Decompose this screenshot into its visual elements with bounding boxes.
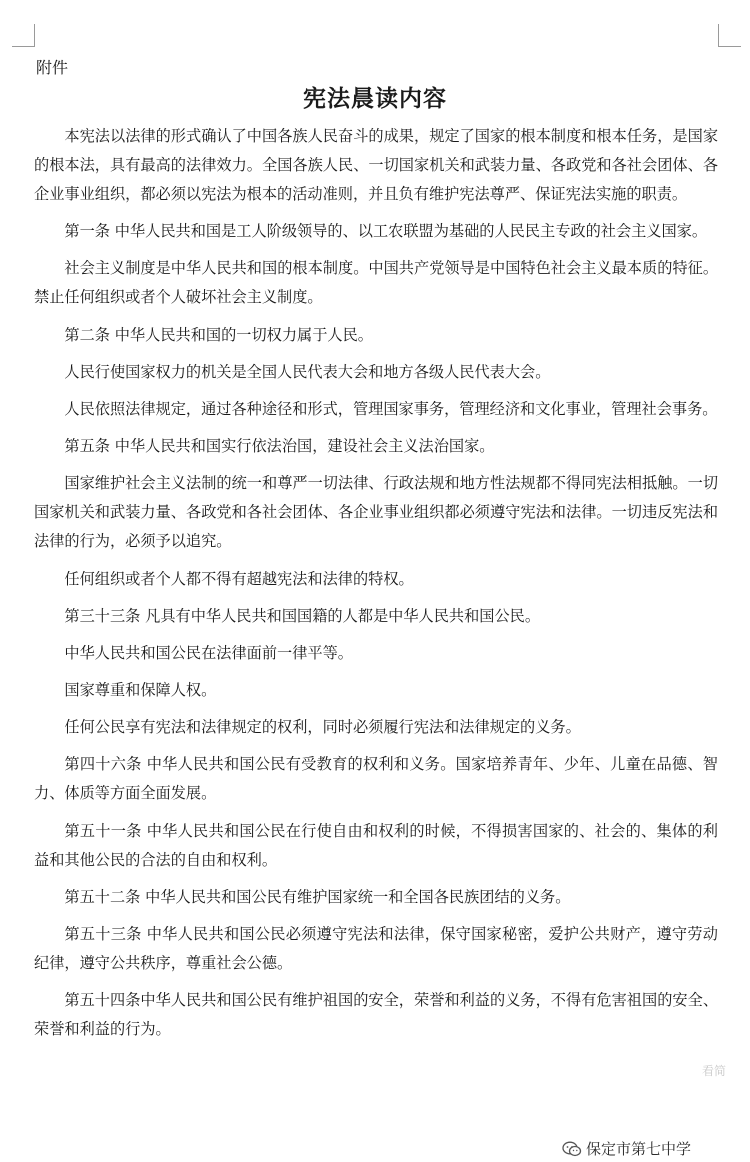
paragraph-article-54: 第五十四条中华人民共和国公民有维护祖国的安全，荣誉和利益的义务，不得有危害祖国的安全、荣誉和利益的行为。 <box>34 991 718 1039</box>
source-label: 保定市第七中学 <box>586 1140 692 1158</box>
paragraph-article-2-3: 人民依照法律规定，通过各种途径和形式，管理国家事务，管理经济和文化事业，管理社会事务。 <box>64 399 718 418</box>
paragraph-article-46: 第四十六条 中华人民共和国公民有受教育的权利和义务。国家培养青年、少年、儿童在品德、智力、体质等方面全面发展。 <box>34 755 718 803</box>
document-title: 宪法晨读内容 <box>303 86 447 112</box>
crop-mark-top-right <box>718 24 741 47</box>
paragraph-preamble: 本宪法以法律的形式确认了中国各族人民奋斗的成果，规定了国家的根本制度和根本任务，是国家的根本法，具有最高的法律效力。全国各族人民、一切国家机关和武装力量、各政党和各社会团体、各企业事业组织，都必须以宪法为根本的活动准则，并且负有维护宪法尊严、保证宪法实施的职责。 <box>34 127 718 203</box>
paragraph-article-1: 第一条 中华人民共和国是工人阶级领导的、以工农联盟为基础的人民民主专政的社会主义国家。 <box>64 222 708 241</box>
paragraph-article-33-4: 任何公民享有宪法和法律规定的权利，同时必须履行宪法和法律规定的义务。 <box>64 718 581 737</box>
watermark-text: 看简 <box>702 1064 727 1078</box>
paragraph-article-5: 第五条 中华人民共和国实行依法治国，建设社会主义法治国家。 <box>64 437 495 456</box>
paragraph-article-33-3: 国家尊重和保障人权。 <box>64 681 217 700</box>
crop-mark-top-left <box>12 24 35 47</box>
source-attribution[interactable] <box>560 1138 693 1159</box>
paragraph-article-33-2: 中华人民共和国公民在法律面前一律平等。 <box>64 643 353 662</box>
paragraph-article-33: 第三十三条 凡具有中华人民共和国国籍的人都是中华人民共和国公民。 <box>64 606 541 625</box>
document-body <box>34 122 718 1052</box>
paragraph-article-52: 第五十二条 中华人民共和国公民有维护国家统一和全国各民族团结的义务。 <box>64 887 571 906</box>
paragraph-article-53: 第五十三条 中华人民共和国公民必须遵守宪法和法律，保守国家秘密，爱护公共财产，遵守劳动纪律，遵守公共秩序，尊重社会公德。 <box>34 925 718 972</box>
paragraph-article-51: 第五十一条 中华人民共和国公民在行使自由和权利的时候，不得损害国家的、社会的、集体的利益和其他公民的合法的自由和权利。 <box>34 821 718 869</box>
wechat-icon <box>562 1141 582 1157</box>
paragraph-article-5-2: 国家维护社会主义法制的统一和尊严一切法律、行政法规和地方性法规都不得同宪法相抵触。一切国家机关和武装力量、各政党和各社会团体、各企业事业组织都必须遵守宪法和法律。一切违反宪法和法律的行为，必须予以追究。 <box>34 474 718 551</box>
paragraph-article-1-2: 社会主义制度是中华人民共和国的根本制度。中国共产党领导是中国特色社会主义最本质的特征。禁止任何组织或者个人破坏社会主义制度。 <box>34 259 718 307</box>
attachment-label: 附件 <box>36 58 69 77</box>
paragraph-article-2: 第二条 中华人民共和国的一切权力属于人民。 <box>64 325 373 344</box>
paragraph-article-5-3: 任何组织或者个人都不得有超越宪法和法律的特权。 <box>64 569 414 588</box>
paragraph-article-2-2: 人民行使国家权力的机关是全国人民代表大会和地方各级人民代表大会。 <box>64 362 551 381</box>
